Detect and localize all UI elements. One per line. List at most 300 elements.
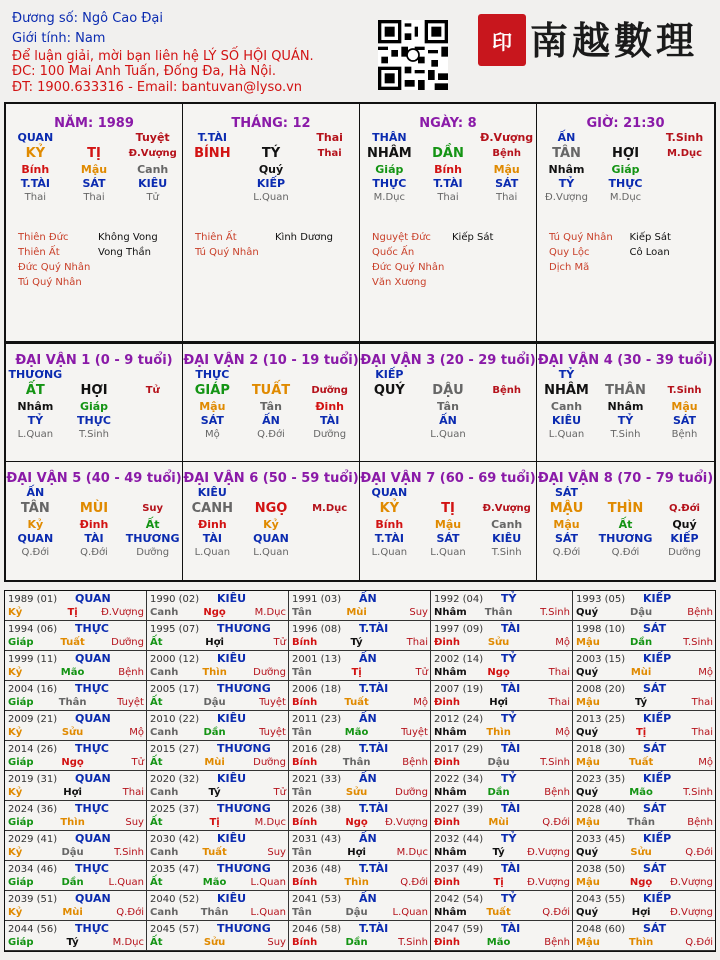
pillar-tag: Nguyệt Đức bbox=[372, 232, 431, 243]
dai-van-stem-branch-1: KỶ bbox=[379, 501, 400, 516]
year-stem: Tân bbox=[292, 847, 312, 858]
dai-van-1 bbox=[6, 344, 183, 462]
year-branch: Tị bbox=[493, 877, 504, 888]
year-label: 2024 (36) bbox=[8, 804, 58, 815]
year-branch: Tị bbox=[351, 667, 362, 678]
year-cell bbox=[573, 921, 715, 951]
year-stage: T.Sinh bbox=[540, 757, 570, 768]
year-branch: Thìn bbox=[60, 817, 85, 828]
dai-van-star: KIÊU bbox=[197, 486, 227, 499]
year-stem: Đinh bbox=[434, 817, 461, 828]
year-label: 2045 (57) bbox=[150, 924, 200, 935]
pillar-tag: Tú Quý Nhân bbox=[549, 232, 613, 243]
year-stem: Tân bbox=[292, 667, 312, 678]
year-cell bbox=[431, 801, 573, 831]
pillar-stage bbox=[183, 191, 359, 205]
year-stem-branch bbox=[292, 906, 428, 919]
year-label: 2008 (20) bbox=[576, 684, 626, 695]
year-cell bbox=[573, 591, 715, 621]
dai-van-stem-branch-1: CANH bbox=[191, 501, 234, 516]
year-branch: Sửu bbox=[345, 787, 368, 798]
pillar-hidden-stars-2: THỰC bbox=[608, 177, 643, 190]
year-stem-branch bbox=[150, 726, 286, 739]
year-stage: Dưỡng bbox=[253, 757, 286, 768]
pillar-stage bbox=[6, 191, 182, 205]
pillar-tag: Kiếp Sát bbox=[629, 232, 671, 243]
dai-van-title: ĐẠI VẬN 5 (40 - 49 tuổi) bbox=[6, 471, 182, 486]
year-branch: Hợi bbox=[489, 697, 508, 708]
year-branch: Tý bbox=[492, 847, 505, 858]
year-stage: Đ.Vượng bbox=[527, 847, 570, 858]
dai-van-stage-2: L.Quan bbox=[253, 547, 289, 558]
year-branch: Ngọ bbox=[345, 817, 368, 828]
year-stem-branch bbox=[576, 696, 713, 709]
year-cell bbox=[147, 711, 289, 741]
year-stem-branch bbox=[8, 786, 144, 799]
year-label: 2046 (58) bbox=[292, 924, 342, 935]
year-label: 2020 (32) bbox=[150, 774, 200, 785]
year-stem-branch bbox=[150, 636, 286, 649]
year-stage: Thai bbox=[406, 637, 428, 648]
year-stem-branch bbox=[8, 906, 144, 919]
year-star: TÀI bbox=[501, 682, 521, 695]
year-stem-branch bbox=[434, 606, 570, 619]
year-stem-branch bbox=[434, 936, 570, 949]
pillar-title: GIỜ: 21:30 bbox=[586, 116, 665, 131]
year-label: 2004 (16) bbox=[8, 684, 58, 695]
dai-van-8 bbox=[537, 462, 714, 580]
pillar-hidden-stars-3: SÁT bbox=[495, 177, 519, 190]
year-stem: Đinh bbox=[434, 877, 461, 888]
year-stem-branch bbox=[292, 696, 428, 709]
year-label: 2009 (21) bbox=[8, 714, 58, 725]
year-cell bbox=[573, 801, 715, 831]
pillar-star-3: T.Sinh bbox=[665, 131, 704, 144]
dai-van-hidden-stars-3: SÁT bbox=[672, 414, 697, 427]
dai-van-5 bbox=[6, 462, 183, 580]
dai-van-stem-branch-2: DẬU bbox=[432, 383, 464, 398]
year-stem: Mậu bbox=[576, 757, 600, 768]
pillar-hidden-stars-1: TỶ bbox=[558, 177, 575, 190]
qr-code-icon[interactable] bbox=[378, 20, 448, 90]
dai-van-stem-branch bbox=[537, 500, 714, 518]
dai-van-hidden-stems-2: Nhâm bbox=[607, 400, 644, 413]
dai-van-hidden-stems-3: Mậu bbox=[671, 400, 698, 413]
year-stem-branch bbox=[150, 846, 286, 859]
gender-value: Nam bbox=[75, 31, 106, 46]
year-label: 2043 (55) bbox=[576, 894, 626, 905]
dai-van-hidden-stems-2: Mậu bbox=[434, 518, 462, 531]
year-stage: Bệnh bbox=[687, 607, 713, 618]
year-stage: Tuyệt bbox=[259, 727, 286, 738]
pillar-stage-1 bbox=[183, 191, 242, 205]
pillar-hidden-stars-1: T.TÀI bbox=[20, 177, 50, 190]
dai-van-hidden-stars-2: THƯƠNG bbox=[598, 532, 653, 545]
pillar-star-2 bbox=[65, 131, 124, 145]
year-branch: Sửu bbox=[487, 637, 510, 648]
pillar-hidden-stems-3 bbox=[300, 163, 359, 177]
year-label: 2025 (37) bbox=[150, 804, 200, 815]
year-label: 2001 (13) bbox=[292, 654, 342, 665]
dai-van-hidden-stems-3 bbox=[300, 518, 359, 532]
year-branch: Tý bbox=[66, 937, 79, 948]
dai-van-star-row bbox=[6, 368, 182, 382]
year-star: T.TÀI bbox=[359, 742, 389, 755]
year-cell bbox=[573, 861, 715, 891]
year-star: KIẾP bbox=[643, 832, 672, 845]
dai-van-stage-1: L.Quan bbox=[548, 429, 585, 440]
dai-van-hidden-stems bbox=[537, 400, 714, 414]
year-star: QUAN bbox=[75, 712, 111, 725]
year-stage: Q.Đới bbox=[542, 907, 570, 918]
pillar-hidden-stems bbox=[183, 163, 359, 177]
year-stem: Mậu bbox=[576, 697, 600, 708]
year-star: T.TÀI bbox=[359, 922, 389, 935]
year-label: 1989 (01) bbox=[8, 594, 58, 605]
year-star: QUAN bbox=[75, 892, 111, 905]
pillar-hidden-stems bbox=[6, 163, 182, 177]
year-stage: Bệnh bbox=[544, 787, 570, 798]
year-stem: Tân bbox=[292, 907, 312, 918]
dai-van-hidden-stars-1: TÀI bbox=[202, 532, 222, 545]
year-star: T.TÀI bbox=[359, 682, 389, 695]
pillar-stage bbox=[537, 191, 714, 205]
year-branch: Tý bbox=[208, 787, 221, 798]
gender-line bbox=[12, 31, 105, 47]
year-stem: Giáp bbox=[8, 817, 34, 828]
dai-van-stage-3: Bệnh bbox=[671, 429, 698, 440]
year-label: 2003 (15) bbox=[576, 654, 626, 665]
year-stem-branch bbox=[576, 606, 713, 619]
dai-van-stage bbox=[6, 546, 182, 560]
dai-van-title: ĐẠI VẬN 4 (30 - 39 tuổi) bbox=[537, 353, 714, 368]
year-cell bbox=[5, 741, 147, 771]
year-label: 2035 (47) bbox=[150, 864, 200, 875]
pillar-stem-branch-3: M.Dục bbox=[666, 148, 703, 159]
year-stage: M.Dục bbox=[112, 937, 144, 948]
year-branch: Dậu bbox=[345, 907, 368, 918]
year-stage: Tử bbox=[415, 667, 428, 678]
year-label: 2029 (41) bbox=[8, 834, 58, 845]
year-stage: Thai bbox=[691, 727, 713, 738]
year-cell bbox=[289, 711, 431, 741]
dai-van-hidden-stems-2: Đinh bbox=[79, 518, 109, 531]
year-star: THỰC bbox=[75, 742, 109, 755]
year-branch: Dần bbox=[203, 727, 226, 738]
year-branch: Tuất bbox=[486, 907, 511, 918]
year-stage: Mộ bbox=[413, 697, 428, 708]
year-stem: Tân bbox=[292, 607, 312, 618]
dai-van-stem-branch-3: T.Sinh bbox=[667, 385, 702, 396]
dai-van-stem-branch-2: MÙI bbox=[79, 501, 109, 516]
pillar-hidden-stars bbox=[6, 177, 182, 191]
year-stem-branch bbox=[434, 636, 570, 649]
year-star: SÁT bbox=[643, 622, 667, 635]
year-stage: Q.Đới bbox=[542, 817, 570, 828]
year-stage: Bệnh bbox=[402, 757, 428, 768]
year-stage: L.Quan bbox=[108, 877, 144, 888]
pillar-stem-branch bbox=[360, 145, 536, 163]
year-branch: Thìn bbox=[344, 877, 369, 888]
dai-van-stage-2: T.Sinh bbox=[79, 429, 109, 440]
pillar-stage-3 bbox=[655, 191, 714, 205]
year-stage: Đ.Vượng bbox=[670, 877, 713, 888]
dai-van-stage-2: Q.Đới bbox=[80, 547, 108, 558]
year-star: KIÊU bbox=[217, 592, 247, 605]
year-cell bbox=[5, 831, 147, 861]
pillar-tag: Kình Dương bbox=[275, 232, 334, 243]
dai-van-hidden-stars-2: TỶ bbox=[617, 414, 634, 427]
year-stem-branch bbox=[576, 636, 713, 649]
dai-van-hidden-stars-2: ẤN bbox=[439, 414, 457, 427]
dai-van-hidden-stars-3 bbox=[123, 414, 182, 428]
year-stem: Mậu bbox=[576, 937, 600, 948]
year-stem-branch bbox=[150, 786, 286, 799]
year-cell bbox=[573, 681, 715, 711]
year-star: THỰC bbox=[75, 682, 109, 695]
year-stem-branch bbox=[434, 666, 570, 679]
dai-van-hidden-stems bbox=[537, 518, 714, 532]
year-stage: Bệnh bbox=[118, 667, 144, 678]
pillar-tags bbox=[372, 230, 532, 290]
dai-van-hidden-stars bbox=[183, 532, 359, 546]
year-stem: Đinh bbox=[434, 637, 461, 648]
dai-van-hidden-stars-2: QUAN bbox=[253, 532, 289, 545]
year-stem: Quý bbox=[576, 727, 599, 738]
year-cell bbox=[289, 771, 431, 801]
year-label: 2041 (53) bbox=[292, 894, 342, 905]
year-label: 1999 (11) bbox=[8, 654, 58, 665]
pillar-star-2 bbox=[419, 131, 478, 145]
year-star: TÀI bbox=[501, 802, 521, 815]
year-stage: Thai bbox=[691, 697, 713, 708]
pillar-hidden-stars-2: KIẾP bbox=[256, 177, 286, 190]
dai-van-stage bbox=[537, 546, 714, 560]
year-stem-branch bbox=[8, 756, 144, 769]
year-stem-branch bbox=[434, 846, 570, 859]
year-stem: Mậu bbox=[576, 817, 600, 828]
year-star: TÀI bbox=[501, 862, 521, 875]
dai-van-hidden-stars bbox=[6, 414, 182, 428]
year-label: 1993 (05) bbox=[576, 594, 626, 605]
year-cell bbox=[147, 741, 289, 771]
year-cell bbox=[431, 711, 573, 741]
year-cell bbox=[431, 831, 573, 861]
year-label: 2032 (44) bbox=[434, 834, 484, 845]
year-label: 2016 (28) bbox=[292, 744, 342, 755]
year-stem: Nhâm bbox=[434, 727, 467, 738]
year-label: 2023 (35) bbox=[576, 774, 626, 785]
year-star: T.TÀI bbox=[359, 802, 389, 815]
dai-van-hidden-stems bbox=[6, 518, 182, 532]
dai-van-hidden-stems-1: Kỷ bbox=[27, 518, 44, 531]
pillar-tag bbox=[452, 245, 532, 260]
year-branch: Dần bbox=[487, 787, 510, 798]
dai-van-stage-3 bbox=[300, 546, 359, 560]
year-star: ẤN bbox=[359, 832, 377, 845]
year-stage: Mộ bbox=[698, 757, 713, 768]
year-stage: M.Dục bbox=[396, 847, 428, 858]
year-label: 2017 (29) bbox=[434, 744, 484, 755]
pillar-stage-2: M.Dục bbox=[609, 192, 642, 203]
year-stem: Giáp bbox=[8, 757, 34, 768]
dai-van-stem-branch bbox=[360, 382, 536, 400]
year-stage: T.Sinh bbox=[398, 937, 428, 948]
year-stem: Quý bbox=[576, 667, 599, 678]
year-stem: Đinh bbox=[434, 937, 461, 948]
year-star: KIẾP bbox=[643, 772, 672, 785]
year-stem: Quý bbox=[576, 787, 599, 798]
owner-name: Ngô Cao Đại bbox=[82, 11, 163, 26]
year-star: ẤN bbox=[359, 592, 377, 605]
dai-van-stem-branch-3: M.Dục bbox=[312, 503, 348, 514]
year-branch: Mão bbox=[202, 877, 227, 888]
pillar-stage-3 bbox=[300, 191, 359, 205]
owner-label: Đương số: bbox=[12, 11, 78, 26]
year-stem-branch bbox=[576, 816, 713, 829]
year-cell bbox=[289, 861, 431, 891]
pillar-hidden-stems-3: Mậu bbox=[493, 163, 520, 176]
pillar-stem-branch-3: Thai bbox=[317, 148, 342, 159]
year-stem-branch bbox=[150, 666, 286, 679]
year-stem: Đinh bbox=[434, 757, 461, 768]
dai-van-hidden-stems bbox=[183, 400, 359, 414]
year-star: QUAN bbox=[75, 832, 111, 845]
dai-van-2 bbox=[183, 344, 360, 462]
year-stem-branch bbox=[150, 606, 286, 619]
dai-van-hidden-stars-3 bbox=[477, 414, 536, 428]
pillar-hidden-stems-1 bbox=[183, 163, 242, 177]
year-cell bbox=[431, 621, 573, 651]
year-stem-branch bbox=[576, 936, 713, 949]
pillar-tag: Không Vong bbox=[98, 232, 158, 243]
year-star: THƯƠNG bbox=[217, 862, 271, 875]
pillar-tag: Thiên Ất bbox=[195, 232, 237, 243]
dai-van-star-row bbox=[537, 486, 714, 500]
year-cell bbox=[5, 801, 147, 831]
year-cell bbox=[289, 681, 431, 711]
brand-lettering: 南越數理 bbox=[530, 18, 699, 63]
dai-van-hidden-stems-2: Tân bbox=[437, 400, 459, 413]
year-stem-branch bbox=[150, 936, 286, 949]
year-label: 1997 (09) bbox=[434, 624, 484, 635]
year-stage: T.Sinh bbox=[540, 607, 570, 618]
pillar-tag: Thiên Ất bbox=[18, 247, 60, 258]
pillar-tag: Dịch Mã bbox=[549, 262, 590, 273]
dai-van-stem-branch-3: Tử bbox=[145, 385, 160, 396]
year-label: 2005 (17) bbox=[150, 684, 200, 695]
year-cell bbox=[5, 681, 147, 711]
dai-van-hidden-stems-1 bbox=[360, 400, 419, 414]
year-cell bbox=[289, 741, 431, 771]
dai-van-4 bbox=[537, 344, 714, 462]
year-stem-branch bbox=[292, 816, 428, 829]
year-stem: Quý bbox=[576, 607, 599, 618]
pillar-1 bbox=[6, 104, 183, 341]
dai-van-stem-branch-3: Đ.Vượng bbox=[482, 503, 531, 514]
dai-van-stem-branch bbox=[183, 382, 359, 400]
contact-phone-email[interactable]: ĐT: 1900.633316 - Email: bantuvan@lyso.vn bbox=[12, 80, 303, 95]
dai-van-hidden-stars-2: THỰC bbox=[77, 414, 111, 427]
pillar-hidden-stars-3: KIÊU bbox=[138, 177, 168, 190]
year-cell bbox=[431, 861, 573, 891]
pillar-hidden-stems-3 bbox=[655, 163, 714, 177]
pillar-tag: Vong Thần bbox=[98, 247, 151, 258]
year-star: KIẾP bbox=[643, 892, 672, 905]
gender-label: Giới tính: bbox=[12, 31, 71, 46]
dai-van-hidden-stars-1: SÁT bbox=[200, 414, 224, 427]
year-stem: Mậu bbox=[576, 637, 600, 648]
dai-van-star: ẤN bbox=[26, 486, 45, 499]
year-label: 2007 (19) bbox=[434, 684, 484, 695]
dai-van-stage-2: T.Sinh bbox=[610, 429, 641, 440]
pillar-hidden-stars-1 bbox=[183, 177, 242, 191]
pillar-hidden-stems-1: Nhâm bbox=[548, 163, 585, 176]
dai-van-hidden-stars-2: TÀI bbox=[84, 532, 104, 545]
year-label: 2028 (40) bbox=[576, 804, 626, 815]
year-label: 2012 (24) bbox=[434, 714, 484, 725]
pillar-tag: Kiếp Sát bbox=[452, 232, 494, 243]
year-branch: Dậu bbox=[61, 847, 84, 858]
pillar-title: NĂM: 1989 bbox=[54, 116, 134, 131]
pillar-stem-branch bbox=[6, 145, 182, 163]
dai-van-star: KIẾP bbox=[375, 368, 404, 381]
year-stem: Ất bbox=[150, 877, 163, 888]
dai-van-star-row bbox=[360, 486, 536, 500]
dai-van-stem-branch bbox=[6, 500, 182, 518]
dai-van-star: THƯƠNG bbox=[8, 368, 63, 381]
year-stem-branch bbox=[576, 756, 713, 769]
year-label: 2021 (33) bbox=[292, 774, 342, 785]
year-branch: Mùi bbox=[488, 817, 509, 828]
year-stem-branch bbox=[434, 876, 570, 889]
year-label: 1995 (07) bbox=[150, 624, 200, 635]
year-branch: Dậu bbox=[487, 757, 510, 768]
dai-van-hidden-stems-3 bbox=[123, 400, 182, 414]
header bbox=[0, 0, 720, 100]
year-star: ẤN bbox=[359, 712, 377, 725]
year-branch: Tý bbox=[634, 697, 648, 708]
year-star: TỶ bbox=[501, 592, 517, 605]
pillar-hidden-stars-2: SÁT bbox=[82, 177, 106, 190]
dai-van-hidden-stars-1 bbox=[360, 414, 419, 428]
year-label: 2011 (23) bbox=[292, 714, 342, 725]
dai-van-hidden-stars-2: SÁT bbox=[436, 532, 460, 545]
dai-van-hidden-stems-2: Kỷ bbox=[263, 518, 279, 531]
year-star: KIÊU bbox=[217, 652, 247, 665]
year-stem-branch bbox=[292, 606, 428, 619]
year-stage: Suy bbox=[409, 607, 428, 618]
year-star: TÀI bbox=[501, 742, 521, 755]
dai-van-stem-branch-1: TÂN bbox=[20, 501, 50, 516]
year-stem-branch bbox=[8, 816, 144, 829]
dai-van-stage-1: L.Quan bbox=[371, 547, 408, 558]
year-stem-branch bbox=[434, 906, 570, 919]
dai-van-stage bbox=[183, 546, 359, 560]
year-cell bbox=[289, 891, 431, 921]
year-label: 2040 (52) bbox=[150, 894, 200, 905]
year-stem: Giáp bbox=[8, 937, 34, 948]
pillar-stage-1: M.Dục bbox=[373, 192, 405, 203]
dai-van-stage-3: T.Sinh bbox=[491, 547, 522, 558]
year-cell bbox=[289, 621, 431, 651]
red-seal-icon: 印 bbox=[478, 14, 526, 66]
year-stem: Kỷ bbox=[8, 787, 23, 798]
dai-van-stem-branch bbox=[183, 500, 359, 518]
year-stem-branch bbox=[8, 726, 144, 739]
year-stage: Suy bbox=[267, 847, 286, 858]
pillar-tag: Quốc Ấn bbox=[372, 247, 415, 258]
